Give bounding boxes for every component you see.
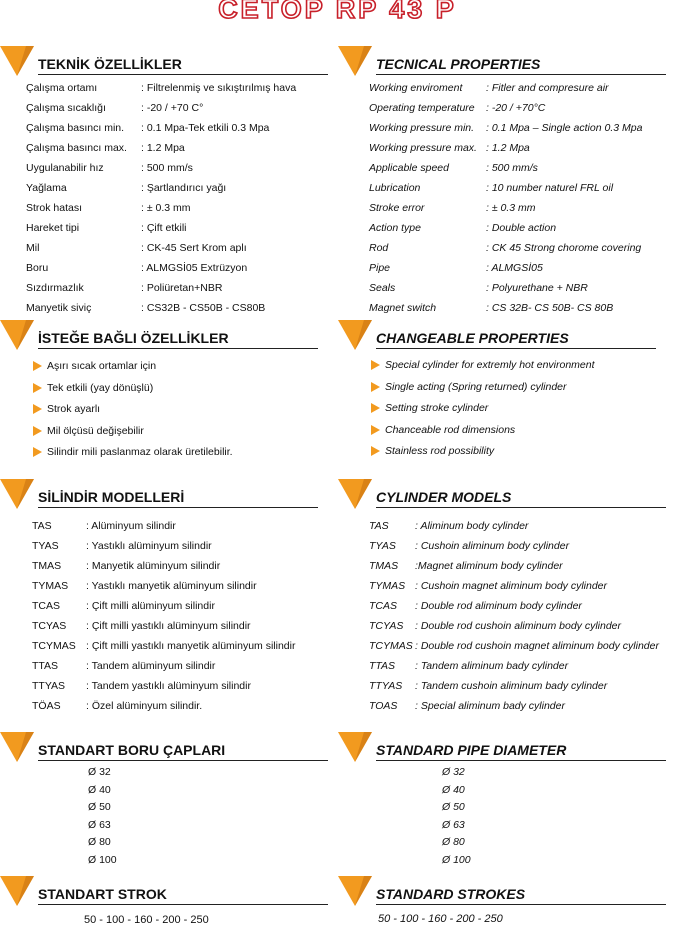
row-value: : ALMGSİ05 Extrüzyon	[141, 262, 248, 274]
row-value: : ALMGSİ05	[486, 262, 543, 274]
section-header	[338, 487, 668, 513]
row-value: : Double rod aliminum body cylinder	[415, 600, 582, 612]
diameter-item: Ø 40	[88, 783, 111, 796]
triangle-icon	[0, 732, 34, 772]
row-value: : ± 0.3 mm	[486, 202, 536, 214]
option-text: Tek etkili (yay dönüşlü)	[47, 381, 154, 394]
row-key: TCYAS	[369, 620, 404, 632]
row-key: Çalışma ortamı	[26, 82, 98, 94]
row-key: TYAS	[369, 540, 396, 552]
triangle-icon	[338, 479, 372, 519]
tech-section	[338, 54, 668, 80]
section-header	[0, 54, 330, 80]
row-key: TCYMAS	[369, 640, 413, 652]
row-value: : Özel alüminyum silindir.	[86, 700, 203, 712]
divider	[376, 904, 666, 905]
section-title: CHANGEABLE PROPERTIES	[376, 330, 569, 346]
diameter-item: Ø 63	[88, 818, 111, 831]
row-value: : Tandem alüminyum silindir	[86, 660, 216, 672]
row-key: Working pressure min.	[369, 122, 475, 134]
row-value: : 500 mm/s	[486, 162, 538, 174]
diameter-item: Ø 50	[442, 801, 465, 814]
row-value: : 0.1 Mpa – Single action 0.3 Mpa	[486, 122, 643, 134]
triangle-icon	[338, 732, 372, 772]
row-key: Operating temperature	[369, 102, 475, 114]
diameter-item: Ø 40	[442, 783, 465, 796]
section-title: STANDARD PIPE DIAMETER	[376, 742, 567, 758]
divider	[376, 348, 656, 349]
divider	[38, 348, 318, 349]
row-key: Manyetik siviç	[26, 302, 92, 314]
row-key: TOAS	[369, 700, 398, 712]
arrow-icon	[33, 426, 42, 436]
row-key: TAS	[369, 520, 389, 532]
section-title: SİLİNDİR MODELLERİ	[38, 489, 185, 505]
stroke-values: 50 - 100 - 160 - 200 - 250	[84, 914, 209, 926]
row-key: TTAS	[32, 660, 59, 672]
row-value: : Çift milli alüminyum silindir	[86, 600, 215, 612]
option-text: Chanceable rod dimensions	[385, 423, 516, 436]
row-value: : Tandem cushoin aliminum bady cylinder	[415, 680, 608, 692]
row-value: :Magnet aliminum body cylinder	[415, 560, 563, 572]
row-value: : Filtrelenmiş ve sıkıştırılmış hava	[141, 82, 297, 94]
row-key: TÖAS	[32, 700, 61, 712]
divider	[38, 74, 328, 75]
row-key: TAS	[32, 520, 52, 532]
triangle-icon	[338, 876, 372, 916]
diameter-item: Ø 80	[442, 836, 465, 849]
option-text: Mil ölçüsü değişebilir	[47, 424, 144, 437]
triangle-icon	[0, 479, 34, 519]
row-key: TYAS	[32, 540, 59, 552]
row-key: TYMAS	[369, 580, 406, 592]
diameter-item: Ø 100	[88, 854, 117, 866]
row-key: TCAS	[32, 600, 61, 612]
section-header	[338, 328, 668, 354]
row-value: : CS 32B- CS 50B- CS 80B	[486, 302, 614, 314]
row-value: : 1.2 Mpa	[486, 142, 530, 154]
row-key: Stroke error	[369, 202, 425, 214]
row-value: : Tandem aliminum bady cylinder	[415, 660, 569, 672]
arrow-icon	[371, 425, 380, 435]
row-key: Working enviroment	[369, 82, 463, 94]
row-value: : Şartlandırıcı yağı	[141, 182, 227, 194]
stroke-section	[0, 884, 330, 910]
diameter-item: Ø 50	[88, 801, 111, 814]
option-text: Single acting (Spring returned) cylinder	[385, 380, 567, 393]
row-key: Çalışma basıncı min.	[26, 122, 125, 134]
row-value: : Polyurethane + NBR	[486, 282, 588, 294]
row-key: Sızdırmazlık	[26, 282, 84, 294]
divider	[38, 904, 328, 905]
section-title: İSTEĞE BAĞLI ÖZELLİKLER	[38, 330, 229, 346]
row-value: : 1.2 Mpa	[141, 142, 185, 154]
row-value: : Çift etkili	[141, 222, 187, 234]
row-value: : Cushoin magnet aliminum body cylinder	[415, 580, 608, 592]
diameter-item: Ø 100	[442, 854, 471, 866]
row-key: Yağlama	[26, 182, 67, 194]
row-key: Boru	[26, 262, 49, 274]
option-text: Strok ayarlı	[47, 403, 101, 415]
triangle-icon	[338, 320, 372, 360]
row-key: Working pressure max.	[369, 142, 477, 154]
row-value: : Double rod cushoin magnet aliminum body cylinder	[415, 640, 659, 652]
page-title: CETOP RP 43 P	[218, 0, 457, 24]
row-value: : Fitler and compresure air	[486, 82, 609, 94]
row-key: Seals	[369, 282, 396, 294]
row-value: : Çift milli yastıklı alüminyum silindir	[86, 620, 251, 632]
section-header	[0, 740, 330, 766]
option-text: Stainless rod possibility	[385, 445, 495, 457]
row-key: Magnet switch	[369, 302, 437, 314]
row-value: : 10 number naturel FRL oil	[486, 182, 614, 194]
models-section	[338, 487, 668, 513]
stroke-values: 50 - 100 - 160 - 200 - 250	[378, 913, 503, 925]
row-value: : Double rod cushoin aliminum body cylinder	[415, 620, 622, 632]
row-key: Çalışma basıncı max.	[26, 142, 127, 154]
stroke-section	[338, 884, 668, 910]
row-value: : ± 0.3 mm	[141, 202, 191, 214]
row-key: Pipe	[369, 262, 391, 274]
diameter-item: Ø 32	[88, 766, 111, 778]
section-header	[0, 487, 330, 513]
row-value: : Çift milli yastıklı manyetik alüminyum silindir	[86, 640, 296, 652]
row-key: Uygulanabilir hız	[26, 162, 104, 174]
section-header	[338, 740, 668, 766]
row-key: TTYAS	[32, 680, 66, 692]
row-key: Action type	[369, 222, 421, 234]
diameter-item: Ø 32	[442, 766, 465, 778]
arrow-icon	[33, 361, 42, 371]
row-key: TMAS	[32, 560, 62, 572]
models-section	[0, 487, 330, 513]
row-key: Strok hatası	[26, 202, 83, 214]
row-value: : Yastıklı manyetik alüminyum silindir	[86, 580, 257, 592]
divider	[38, 760, 328, 761]
row-value: : Double action	[486, 222, 557, 234]
row-value: : Tandem yastıklı alüminyum silindir	[86, 680, 251, 692]
opt-section	[0, 328, 330, 354]
row-key: Lubrication	[369, 182, 421, 194]
row-value: : CS32B - CS50B - CS80B	[141, 302, 266, 314]
row-value: : Yastıklı alüminyum silindir	[86, 540, 212, 552]
section-header	[338, 884, 668, 910]
row-value: : -20 / +70 C°	[141, 102, 204, 114]
dia-section	[0, 740, 330, 766]
tech-section	[0, 54, 330, 80]
section-title: CYLINDER MODELS	[376, 489, 512, 505]
divider	[376, 760, 666, 761]
triangle-icon	[338, 46, 372, 86]
row-key: Hareket tipi	[26, 222, 80, 234]
row-key: TTAS	[369, 660, 396, 672]
row-value: : Aliminum body cylinder	[415, 520, 529, 532]
dia-section	[338, 740, 668, 766]
arrow-icon	[371, 446, 380, 456]
section-title: STANDART STROK	[38, 886, 167, 902]
section-title: TECNICAL PROPERTIES	[376, 56, 541, 72]
divider	[376, 74, 666, 75]
section-title: TEKNİK ÖZELLİKLER	[38, 56, 182, 72]
row-key: Mil	[26, 242, 40, 254]
row-value: : Cushoin aliminum body cylinder	[415, 540, 570, 552]
row-value: : -20 / +70°C	[486, 102, 546, 114]
option-text: Setting stroke cylinder	[385, 402, 489, 414]
row-key: TCAS	[369, 600, 398, 612]
row-value: : 0.1 Mpa-Tek etkili 0.3 Mpa	[141, 122, 270, 134]
row-key: Çalışma sıcaklığı	[26, 102, 106, 114]
option-text: Silindir mili paslanmaz olarak üretilebilir.	[47, 446, 233, 458]
section-header	[338, 54, 668, 80]
row-key: TMAS	[369, 560, 399, 572]
arrow-icon	[371, 360, 380, 370]
diameter-item: Ø 80	[88, 836, 111, 849]
section-header	[0, 328, 330, 354]
arrow-icon	[33, 404, 42, 414]
row-value: : Alüminyum silindir	[86, 520, 176, 532]
section-title: STANDARD STROKES	[376, 886, 526, 902]
divider	[376, 507, 666, 508]
row-value: : Special aliminum bady cylinder	[415, 700, 565, 712]
row-value: : CK-45 Sert Krom aplı	[141, 242, 247, 254]
row-value: : 500 mm/s	[141, 162, 193, 174]
triangle-icon	[0, 876, 34, 916]
arrow-icon	[33, 383, 42, 393]
section-title: STANDART BORU ÇAPLARI	[38, 742, 226, 758]
row-key: Rod	[369, 242, 389, 254]
row-key: Applicable speed	[369, 162, 449, 174]
row-key: TYMAS	[32, 580, 69, 592]
arrow-icon	[371, 403, 380, 413]
row-key: TCYAS	[32, 620, 67, 632]
option-text: Special cylinder for extremly hot environment	[385, 359, 595, 371]
row-key: TCYMAS	[32, 640, 76, 652]
row-value: : Poliüretan+NBR	[141, 282, 223, 294]
opt-section	[338, 328, 668, 354]
triangle-icon	[0, 46, 34, 86]
section-header	[0, 884, 330, 910]
triangle-icon	[0, 320, 34, 360]
arrow-icon	[371, 382, 380, 392]
divider	[38, 507, 318, 508]
row-value: : CK 45 Strong chorome covering	[486, 242, 642, 254]
arrow-icon	[33, 447, 42, 457]
row-key: TTYAS	[369, 680, 403, 692]
diameter-item: Ø 63	[442, 818, 465, 831]
option-text: Aşırı sıcak ortamlar için	[47, 360, 157, 372]
row-value: : Manyetik alüminyum silindir	[86, 560, 221, 572]
